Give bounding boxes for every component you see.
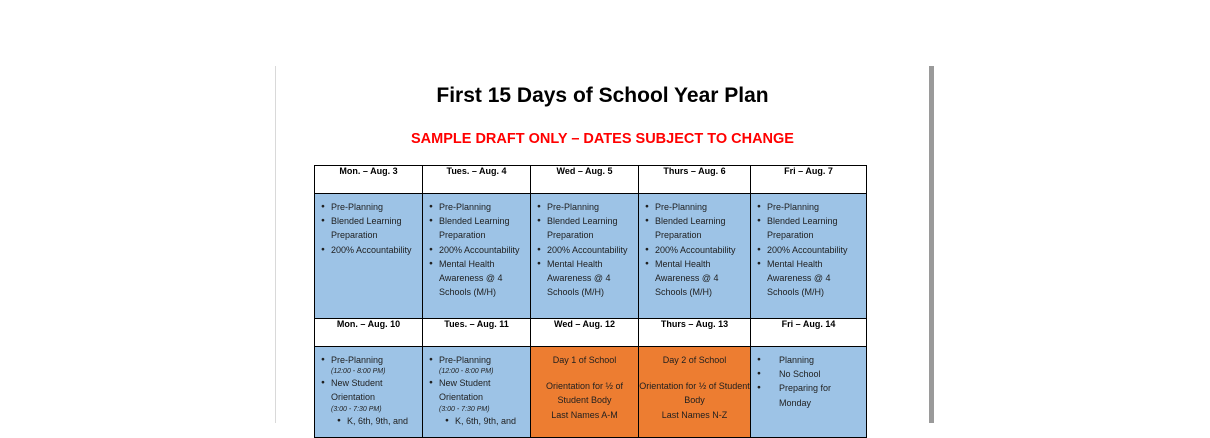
day-cell-thurs-aug-6: [639, 194, 751, 319]
list-item: ● Mental Health Awareness @ 4 Schools (M/H): [757, 257, 862, 300]
day-header: Fri – Aug. 7: [751, 166, 867, 194]
week2-content-row: [315, 347, 867, 438]
list-item: ● Pre-Planning: [645, 200, 746, 214]
list-item: ● 200% Accountability: [757, 243, 862, 257]
list-item: ● Mental Health Awareness @ 4 Schools (M/H): [429, 257, 526, 300]
day-cell-fri-aug-14: [751, 347, 867, 438]
week2-header-row: [315, 319, 867, 347]
last-names-text: Last Names N-Z: [661, 409, 728, 420]
list-item: [321, 376, 418, 428]
time-note: (3:00 - 7:30 PM): [439, 405, 490, 413]
week1-header-row: [315, 166, 867, 194]
last-names-text: Last Names A-M: [551, 409, 618, 420]
document-title: First 15 Days of School Year Plan: [436, 84, 769, 107]
time-note: (12:00 - 8:00 PM): [331, 368, 386, 376]
day-header: Tues. – Aug. 4: [423, 166, 531, 194]
list-item: ● Pre-Planning: [429, 200, 526, 214]
list-item: ● Preparing for Monday: [757, 381, 862, 409]
document-subtitle: SAMPLE DRAFT ONLY – DATES SUBJECT TO CHANGE: [411, 131, 794, 147]
day-header: Wed – Aug. 5: [531, 166, 639, 194]
day-header: Fri – Aug. 14: [751, 319, 867, 347]
item-label: Pre-Planning: [439, 355, 492, 365]
item-label: New Student Orientation: [331, 378, 383, 403]
list-item: ● 200% Accountability: [429, 243, 526, 257]
item-label: New Student Orientation: [439, 378, 491, 403]
day-cell-wed-aug-12: [531, 347, 639, 438]
page-right-scrollbar[interactable]: [929, 66, 934, 423]
week1-content-row: [315, 194, 867, 319]
list-item: ● 200% Accountability: [321, 243, 418, 257]
day-cell-tues-aug-4: [423, 194, 531, 319]
day-header: Wed – Aug. 12: [531, 319, 639, 347]
day-cell-mon-aug-10: [315, 347, 423, 438]
day-header: Tues. – Aug. 11: [423, 319, 531, 347]
list-item: [429, 376, 526, 428]
day-header: Mon. – Aug. 3: [315, 166, 423, 194]
day-header: Thurs – Aug. 13: [639, 319, 751, 347]
list-item: ● Planning: [757, 353, 862, 367]
day-cell-wed-aug-5: [531, 194, 639, 319]
orientation-text: Orientation for ½ of Student Body: [639, 381, 750, 406]
list-item: ● Pre-Planning: [757, 200, 862, 214]
list-item: ● 200% Accountability: [537, 243, 634, 257]
list-item: ● Blended Learning Preparation: [645, 214, 746, 242]
list-item: ● Mental Health Awareness @ 4 Schools (M/H): [645, 257, 746, 300]
day-cell-mon-aug-3: [315, 194, 423, 319]
day-header: Mon. – Aug. 10: [315, 319, 423, 347]
day-header: Thurs – Aug. 6: [639, 166, 751, 194]
time-note: (12:00 - 8:00 PM): [439, 368, 494, 376]
list-item: ● Blended Learning Preparation: [757, 214, 862, 242]
day-label: Day 2 of School: [662, 355, 727, 365]
day-cell-thurs-aug-13: [639, 347, 751, 438]
list-item: [429, 353, 526, 376]
item-label: Pre-Planning: [331, 355, 384, 365]
list-item: ● Blended Learning Preparation: [429, 214, 526, 242]
list-item: ● Pre-Planning: [537, 200, 634, 214]
list-item: ● Blended Learning Preparation: [537, 214, 634, 242]
list-item: ● Pre-Planning: [321, 200, 418, 214]
day-cell-fri-aug-7: [751, 194, 867, 319]
sub-list-item: ● K, 6th, 9th, and: [337, 414, 418, 428]
orientation-text: Orientation for ½ of Student Body: [545, 381, 624, 406]
list-item: ● Mental Health Awareness @ 4 Schools (M/H): [537, 257, 634, 300]
list-item: ● 200% Accountability: [645, 243, 746, 257]
page-left-edge: [275, 66, 276, 423]
sub-list-item: ● K, 6th, 9th, and: [445, 414, 526, 428]
list-item: ● No School: [757, 367, 862, 381]
list-item: ● Blended Learning Preparation: [321, 214, 418, 242]
time-note: (3:00 - 7:30 PM): [331, 405, 382, 413]
schedule-table: [314, 165, 867, 438]
day-cell-tues-aug-11: [423, 347, 531, 438]
day-label: Day 1 of School: [552, 355, 617, 365]
list-item: [321, 353, 418, 376]
